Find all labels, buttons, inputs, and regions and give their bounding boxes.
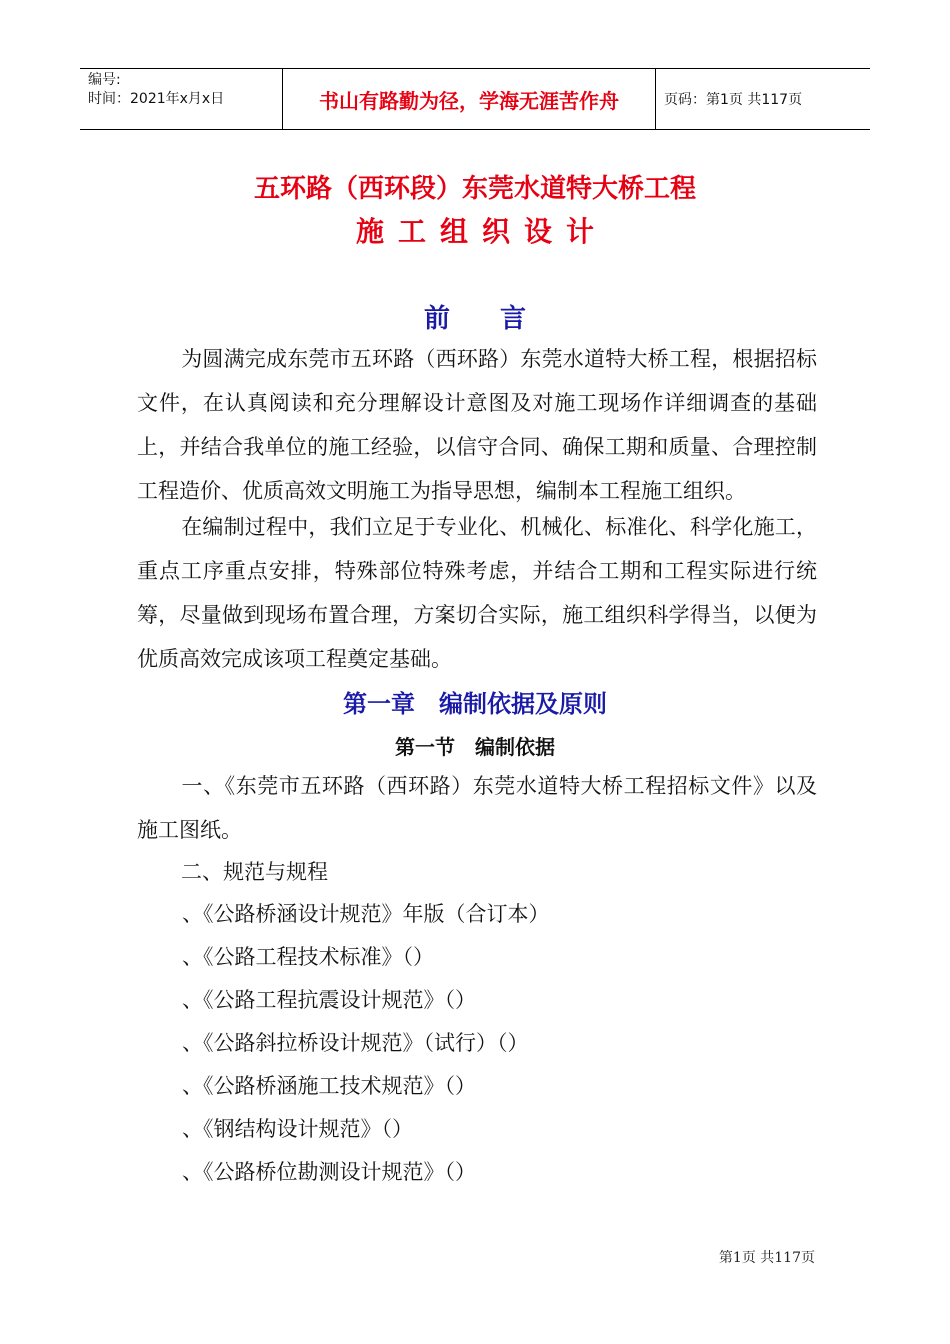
spec-item: 、《公路桥涵施工技术规范》（） bbox=[182, 1074, 476, 1098]
preface-heading: 前言 bbox=[423, 304, 576, 334]
header-motto: 书山有路勤为径，学海无涯苦作舟 bbox=[319, 88, 619, 113]
preface-paragraph-1: 为圆满完成东莞市五环路（西环路）东莞水道特大桥工程，根据招标文件，在认真阅读和充分理解设计意图及对施工现场作详细调查的基础上，并结合我单位的施工经验，以信守合同、确保工期和质量、合理控制工程造价、优质高效文明施工为指导思想，编制本工程施工组织。 bbox=[137, 347, 817, 503]
spec-item: 、《公路工程抗震设计规范》（） bbox=[182, 988, 476, 1012]
header-motto-cell bbox=[282, 69, 656, 129]
document-subtitle: 施工组织设计 bbox=[355, 215, 608, 248]
document-header bbox=[80, 68, 870, 130]
spec-item: 、《钢结构设计规范》（） bbox=[182, 1117, 413, 1141]
header-meta bbox=[80, 69, 282, 129]
header-page-cell bbox=[656, 69, 870, 129]
spec-list bbox=[182, 893, 822, 1194]
document-time-label: 时间：2021年x月x日 bbox=[88, 91, 225, 107]
page-footer: 第1页 共117页 bbox=[718, 1250, 815, 1266]
spec-item: 、《公路桥涵设计规范》年版（合订本） bbox=[182, 902, 550, 926]
document-title: 五环路（西环段）东莞水道特大桥工程 bbox=[253, 174, 696, 204]
spec-item: 、《公路斜拉桥设计规范》（试行）（） bbox=[182, 1031, 529, 1055]
basis-item-2: 二、规范与规程 bbox=[181, 860, 328, 884]
spec-item: 、《公路桥位勘测设计规范》（） bbox=[182, 1160, 476, 1184]
chapter-title: 第一章 编制依据及原则 bbox=[343, 690, 607, 718]
header-page-info: 页码：第1页 共117页 bbox=[664, 92, 803, 108]
section-title: 第一节 编制依据 bbox=[395, 735, 555, 759]
preface-paragraph-2: 在编制过程中，我们立足于专业化、机械化、标准化、科学化施工，重点工序重点安排，特殊部位特殊考虑，并结合工期和工程实际进行统筹，尽量做到现场布置合理，方案切合实际，施工组织科学得当，以便为优质高效完成该项工程奠定基础。 bbox=[137, 515, 817, 671]
document-number-label: 编号: bbox=[88, 72, 121, 88]
spec-item: 、《公路工程技术标准》（） bbox=[182, 945, 434, 969]
basis-item-1: 一、《东莞市五环路（西环路）东莞水道特大桥工程招标文件》以及施工图纸。 bbox=[137, 774, 817, 842]
